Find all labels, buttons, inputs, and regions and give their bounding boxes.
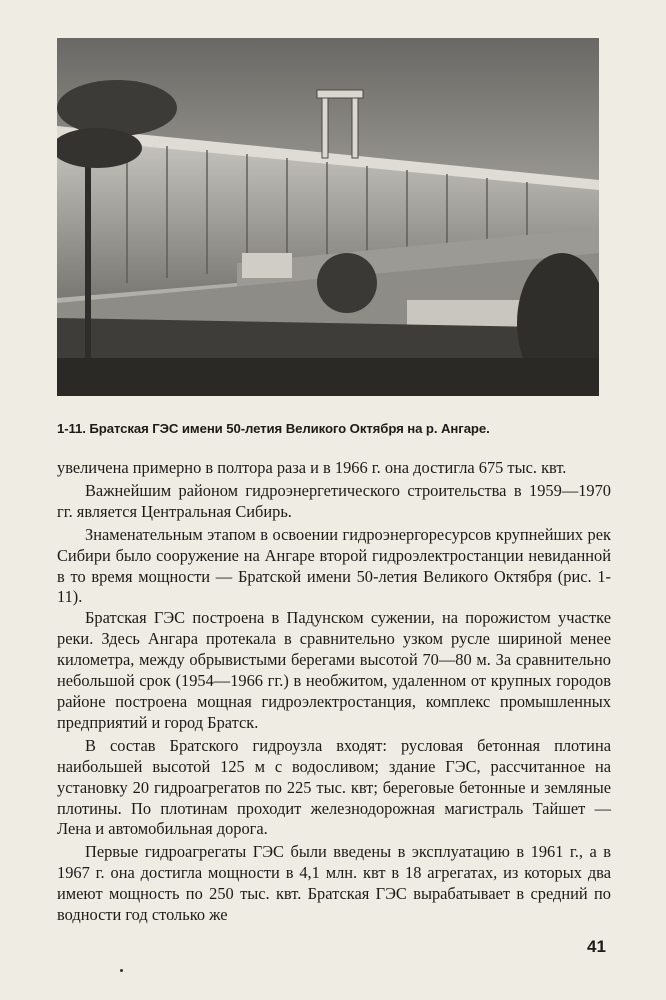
page-number: 41 <box>587 937 606 956</box>
paragraph: увеличена примерно в полтора раза и в 1966 г. она достигла 675 тыс. квт. <box>57 458 567 477</box>
tree-middle <box>317 253 377 313</box>
print-speck <box>120 969 123 972</box>
paragraph: Первые гидроагрегаты ГЭС были введены в эксплуатацию в 1961 г., а в 1967 г. она достигла мощности в 4,1 млн. квт в 18 агрегатах, из которых два имеют мощность по 250 тыс. квт. Братская ГЭС вырабатывает в средний по водности год столько же <box>57 842 611 925</box>
powerhouse-building <box>242 253 292 278</box>
paragraph: Важнейшим районом гидроэнергетического строительства в 1959—1970 гг. является Центральная Сибирь. <box>57 480 611 521</box>
figure-caption: 1-11. Братская ГЭС имени 50-летия Великого Октября на р. Ангаре. <box>57 421 490 436</box>
dam-illustration <box>57 38 599 396</box>
dam-photograph <box>57 38 599 396</box>
paragraph: Знаменательным этапом в освоении гидроэнергоресурсов крупнейших рек Сибири было сооружение на Ангаре второй гидроэлектростанции невиданной в то время мощности — Братской имени 50-летия Великого Октября (рис. 1-11). <box>57 524 611 607</box>
foreground-shrubs <box>57 358 599 396</box>
body-text <box>57 458 611 926</box>
paragraph: Братская ГЭС построена в Падунском сужении, на порожистом участке реки. Здесь Ангара протекала в сравнительно узком русле шириной менее километра, между обрывистыми берегами высотой 70—80 м. За сравнительно небольшой срок (1954—1966 гг.) в необжитом, удаленном от крупных городов районе построена мощная гидроэлектростанция, комплекс промышленных предприятий и город Братск. <box>57 608 611 732</box>
paragraph: В состав Братского гидроузла входят: русловая бетонная плотина наибольшей высотой 125 м с водосливом; здание ГЭС, рассчитанное на установку 20 гидроагрегатов по 225 тыс. квт; береговые бетонные и земляные плотины. По плотинам проходит железнодорожная магистраль Тайшет — Лена и автомобильная дорога. <box>57 735 611 839</box>
